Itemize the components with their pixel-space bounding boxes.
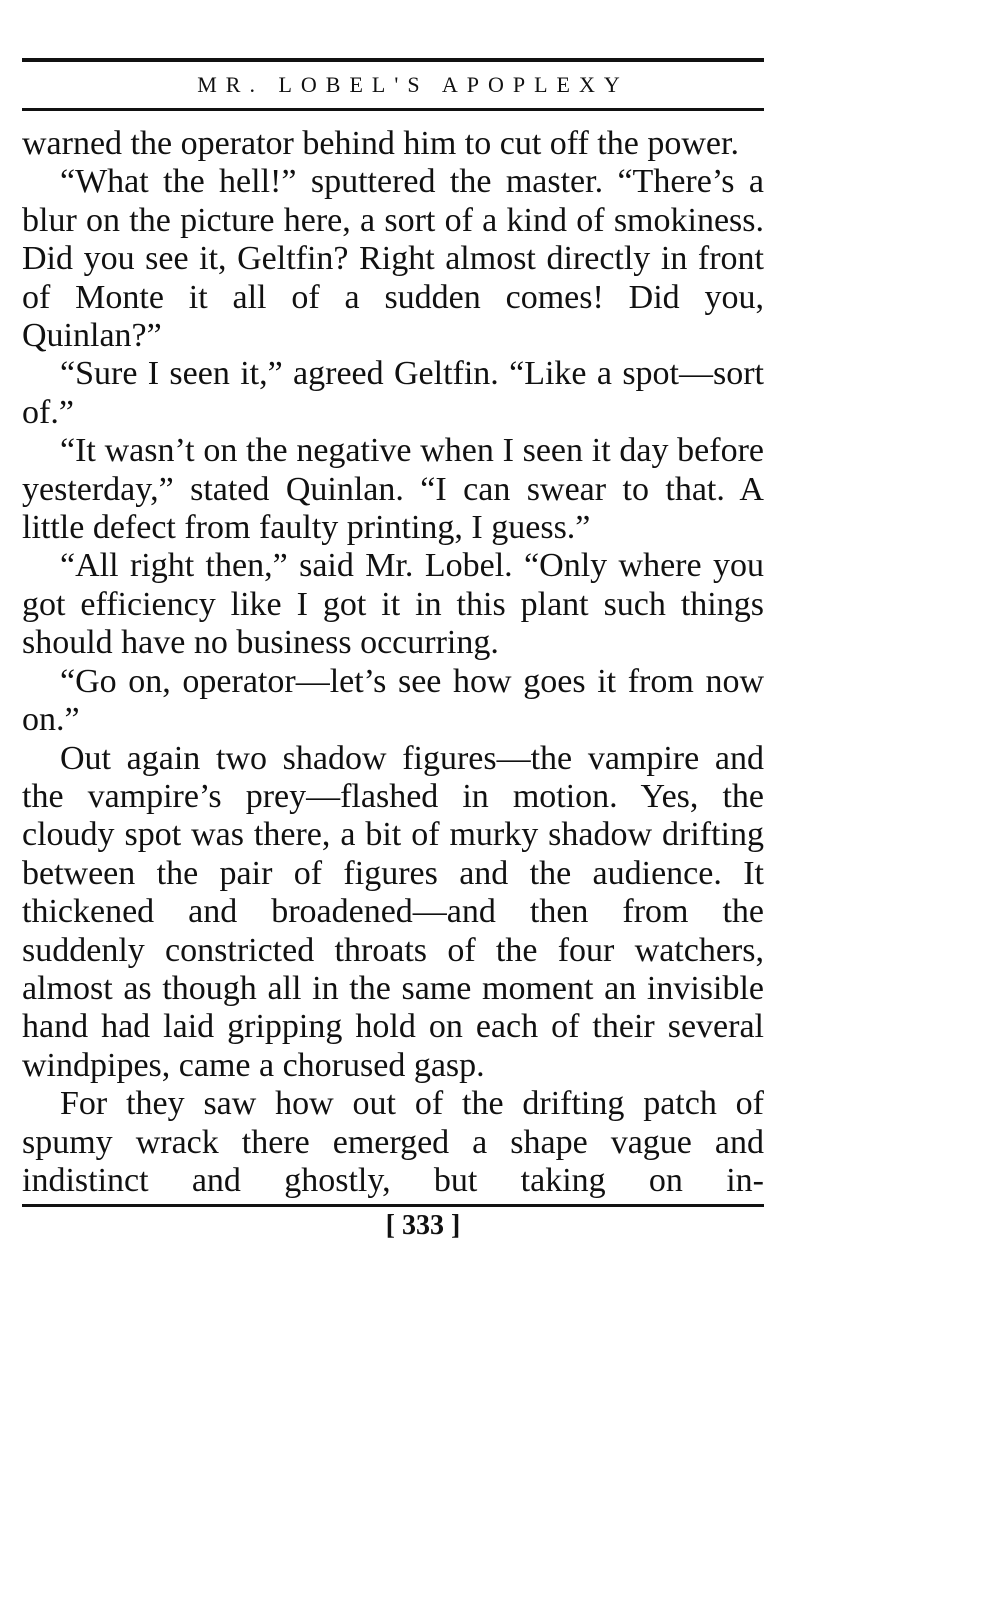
book-page: [22, 58, 764, 1243]
paragraph: warned the operator behind him to cut off the power.: [22, 125, 739, 162]
paragraph: “All right then,” said Mr. Lobel. “Only where you got efficiency like I got it in this plant such things should have no business occurring.: [22, 547, 764, 662]
footer-rule: [22, 1204, 764, 1207]
running-head: MR. LOBEL'S APOPLEXY: [197, 72, 629, 97]
paragraph: “Go on, operator—let’s see how goes it from now on.”: [22, 662, 764, 739]
page-number: [ 333 ]: [385, 1210, 461, 1242]
body-text: [22, 125, 764, 1200]
paragraph: “It wasn’t on the negative when I seen it day before yesterday,” stated Quinlan. “I can swear to that. A little defect from faulty printing, I guess.”: [22, 432, 764, 547]
paragraph: For they saw how out of the drifting patch of spumy wrack there emerged a shape vague and indistinct and ghostly, but taking on in-: [22, 1085, 764, 1199]
header-rule: [22, 108, 764, 111]
paragraph: “What the hell!” sputtered the master. “There’s a blur on the picture here, a sort of a kind of smokiness. Did you see it, Geltfin? Right almost directly in front of Monte it all of a sudden comes! Did you, Quinlan?”: [22, 163, 764, 355]
paragraph: Out again two shadow figures—the vampire and the vampire’s prey—flashed in motion. Yes, the cloudy spot was there, a bit of murky shadow drifting between the pair of figures and the audience. It thickened and broadened—and then from the suddenly constricted throats of the four watchers, almost as though all in the same moment an invisible hand had laid gripping hold on each of their several windpipes, came a chorused gasp.: [22, 739, 764, 1084]
paragraph: “Sure I seen it,” agreed Geltfin. “Like a spot—sort of.”: [22, 355, 764, 431]
